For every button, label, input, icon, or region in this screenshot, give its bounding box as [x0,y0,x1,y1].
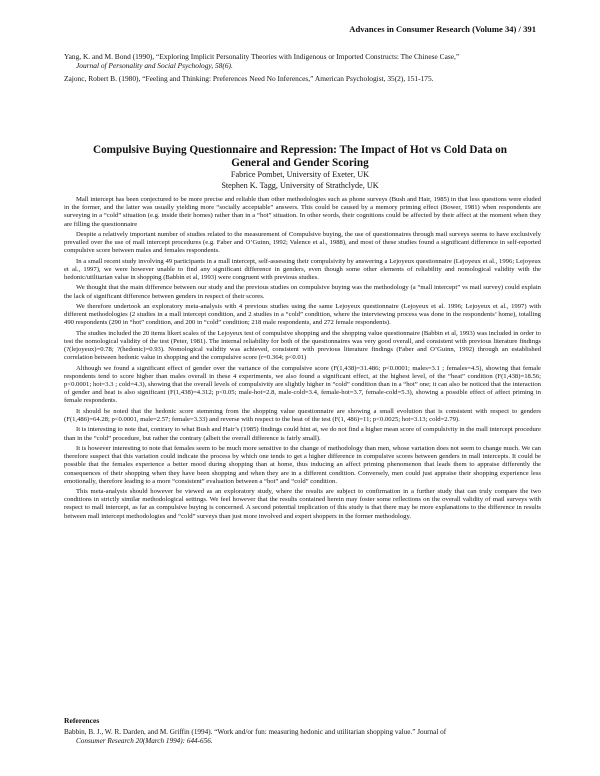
author-line: Fabrice Pombet, University of Exeter, UK [230,170,370,179]
reference-entry-yang [64,52,540,71]
body-paragraph: It is interesting to note that, contrary to what Bush and Hair’s (1985) findings could hint at, we do not find a higher mean score of compulsivity in the mall intercept procedure than in the “cold” procedure, but rather the contrary (albeit the overall difference is fairly small). [64,426,541,442]
article-title [90,144,510,170]
article-body [64,196,541,523]
reference-line: Consumer Research 20(March 1994): 644-656. [76,737,213,746]
reference-entry-babbin [64,728,541,746]
body-paragraph: Mall intercept has been conjectured to be more precise and reliable than other methodologies such as phone surveys (Bush and Hair, 1985) in that less questions were eluded in the former, and the latter was usually yielding more “socially acceptable” answers. This could be caused by a memory priming effect (Bower, 1981) when respondents are surveying in a “cold” situation (e.g. inside their homes) rather than in a “hot” situation. In other words, their cognitions could be affected by their affect at the moment when they are filling the questionnaire [64,196,541,228]
running-head-text: Advances in Consumer Research (Volume 34) / 391 [349,24,536,34]
title-line: General and Gender Scoring [231,157,369,169]
body-paragraph: It should be noted that the hedonic score stemming from the shopping value questionnaire are showing a small evolution that is consistent with respect to genders (F(1,486)=64.28; p<0.0001, male=2.57; female=3.33) and reverse with respect to the heat of the test (F(1, 486)=11; p<0.0025; hot=3.13; cold=2.79). [64,407,541,423]
body-paragraph: This meta-analysis should however be viewed as an exploratory study, where the results are subject to confirmation in a further study that can truly compare the two conditions in strictly similar methodological settings. We feel however that the results contained herein may foster some reflections on the overall validity of mail surveys with respect to mall intercept, as far as compulsive buying is concerned. A second potential implication of this study is that there may be more explanations to the difference in results between mall intercept methodologies and “cold” surveys than just more involved and expert shoppers in the former methodology. [64,488,541,520]
reference-line: Babbin, B. J., W. R. Darden, and M. Griffin (1994). “Work and/or fun: measuring hedonic and utilitarian shopping value.” Journal of [64,728,447,736]
reference-entry-zajonc [64,74,540,83]
body-paragraph: It is however interesting to note that females seem to be much more sensitive to the change of methodology than men, whose variation does not seem to change much. We can therefore suspect that this variation could indicate the process by which one tends to get a higher difference in compulsive scores between genders in mall intercepts. It could be possible that the females experience a better mood during shopping than at home, thus inducing an affect priming phenomenon that leads them to appraise differently the consequences of their shopping when they have been shopping and when they are in a different condition. Conversely, men could just appraise their shopping experience less emotionally, therefore leading to a more “consistent” evaluation between a “hot” and “cold” condition. [64,444,541,485]
reference-line: Journal of Personality and Social Psychology, 58(6). [76,61,233,71]
title-line: Compulsive Buying Questionnaire and Repression: The Impact of Hot vs Cold Data on [93,144,507,156]
reference-line: Zajonc, Robert B. (1980), “Feeling and Thinking: Preferences Need No Inferences,” American Psychologist, 35(2), 151-175. [64,74,434,83]
body-paragraph: We thought that the main difference between our study and the previous studies on compulsive buying was the methodology (a “mall intercept” vs mail survey) could explain the lack of significant difference between genders in respect of their scores. [64,284,541,300]
body-paragraph: In a small recent study involving 49 participants in a mall intercept, self-assessing their compulsivity by answering a Lejoyeux questionnaire (Lejoyeux et al., 1996; Lejoyeux et al., 1997), we were however unable to find any significant difference in genders, even though some other elements of reliability and nomological validity with the hedonic/utilitarian value in shopping (Babbin et al, 1993) were congruent with previous studies. [64,257,541,282]
body-paragraph: Although we found a significant effect of gender over the variance of the compulsive score (F(1,438)=31.486; p<0.0001; males=3.1 ; females=4.5), showing that female respondents tend to score higher than males overall in these 4 experiments, we also found a significant effect, at the highest level, of the “heat” condition (F(1,438)=18.56; p<0.0001; hot=3.3 ; cold=4.3), showing that the overall levels of compulsivity are slightly higher in “cold” condition than in a “hot” one; it can also be noticed that the interaction of gender and heat is also significant (F(1,438)=4.312; p<0.05; male-hot=2.8, male-cold=3.4, female-hot=3.7, female-cold=5.3), showing a possible effect of affect priming in female respondents. [64,364,541,405]
body-paragraph: We therefore undertook an exploratory meta-analysis with 4 previous studies using the same Lejoyeux questionnaire (Lejoyeux et al. 1996; Lejoyeux et al., 1997) with different methodologies (2 studies in a mall intercept condition, and 2 studies in a “cold” condition, where the interviewing process was done in the respondents’ home), totalling 490 respondents (290 in “hot” condition, and 200 in “cold” condition; 218 male respondents, and 272 female respondents). [64,303,541,327]
reference-line: Yang, K. and M. Bond (1990), “Exploring Implicit Personality Theories with Indigenous or Imported Constructs: The Chinese Case,” [64,52,460,61]
author-line: Stephen K. Tagg, University of Strathclyde, UK [221,181,379,190]
references-heading: References [64,716,100,725]
body-paragraph: Despite a relatively important number of studies related to the measurement of Compulsive buying, the use of questionnaires through mail surveys seems to have exclusively prevailed over the use of mall intercept procedures (e.g. Faber and O’Guinn, 1992; Valence et al., 1988), and most of these studies found a significant difference in self-reported compulsive score between males and females respondents. [64,230,541,255]
running-head [349,24,536,34]
body-paragraph: The studies included the 20 items likert scales of the Lejoyeux test of compulsive shopping and the shopping value questionnaire (Babbin et al, 1993) was included in order to test the nomological validity of the test (Peter, 1981). The internal reliability for both of the questionnaires was very good overall, and consistent with previous literature findings (?(lejoyeux)=0.78; ?(hedonic)=0.93). Nomological validity was achieved, consistent with previous literature findings (Faber and O’Guinn, 1992) through an established correlation between hedonic value in shopping and the compulsive score (r=0.364; p<0.01) [64,329,541,362]
